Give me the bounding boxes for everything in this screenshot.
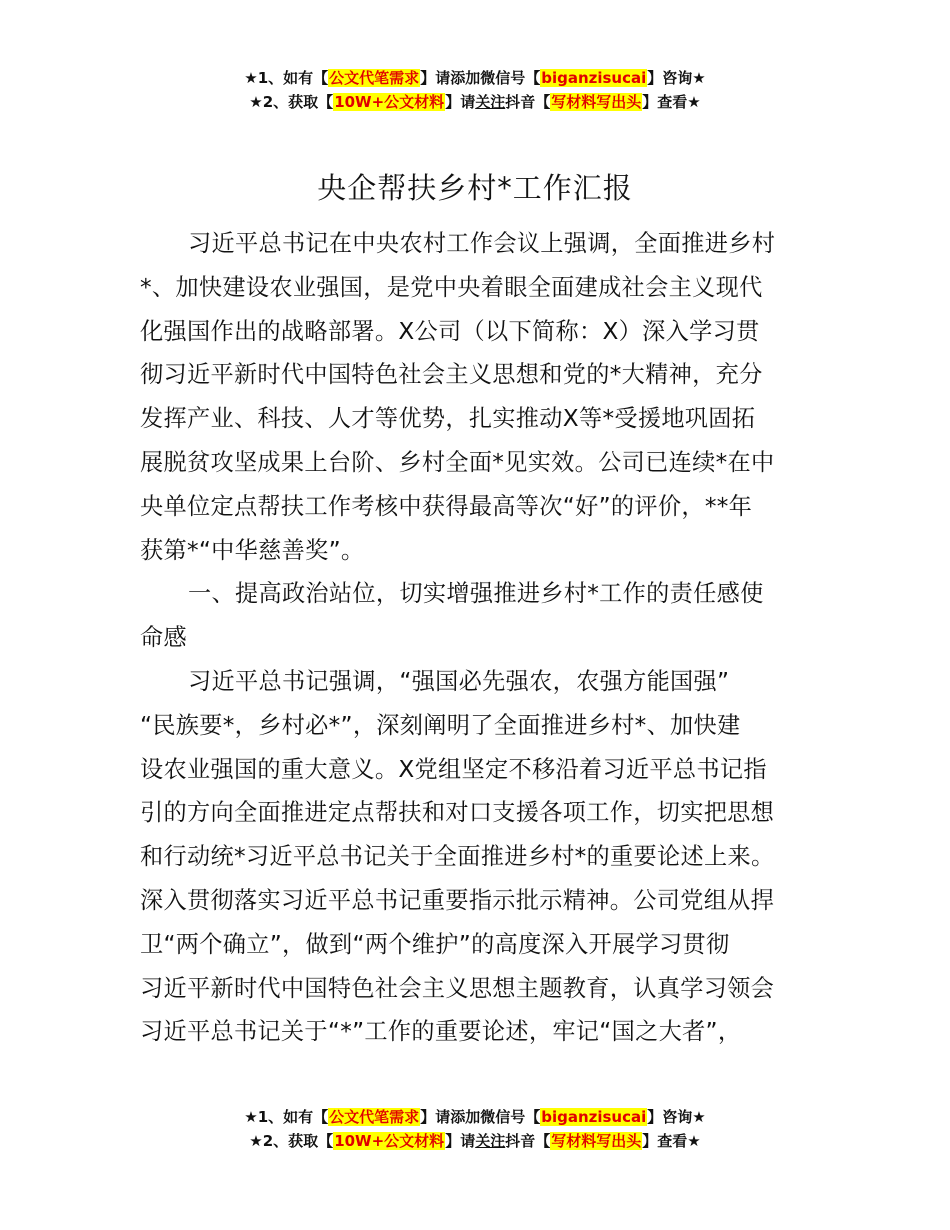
- body-line: 卫“两个确立”，做到“两个维护”的高度深入开展学习贯彻: [140, 930, 730, 958]
- body-line: 引的方向全面推进定点帮扶和对口支援各项工作，切实把思想: [140, 799, 775, 827]
- body-line: “民族要*，乡村必*”，深刻阐明了全面推进乡村*、加快建: [140, 711, 741, 739]
- banner-text: 】请添加微信号【: [420, 1108, 541, 1126]
- banner-text: 】请: [445, 93, 476, 111]
- banner-text: ★1、如有【: [244, 69, 329, 87]
- banner-line-2: [0, 1129, 950, 1153]
- paragraph-section-1: [140, 660, 820, 1054]
- banner-line-1: [0, 1105, 950, 1129]
- banner-text: 抖音【: [505, 1132, 551, 1150]
- banner-text: 】咨询★: [647, 69, 706, 87]
- banner-highlight: 写材料写出头: [551, 93, 642, 111]
- body-line: 设农业强国的重大意义。X党组坚定不移沿着习近平总书记指: [140, 755, 767, 783]
- body-line: 发挥产业、科技、人才等优势，扎实推动X等*受援地巩固拓: [140, 405, 756, 433]
- body-line: 化强国作出的战略部署。X公司（以下简称：X）深入学习贯: [140, 317, 760, 345]
- body-line: 展脱贫攻坚成果上台阶、乡村全面*见实效。公司已连续*在中: [140, 448, 775, 476]
- body-line: 深入贯彻落实习近平总书记重要指示批示精神。公司党组从捍: [140, 886, 775, 914]
- banner-text: ★1、如有【: [244, 1108, 329, 1126]
- body-line: 获第*“中华慈善奖”。: [140, 536, 365, 564]
- body-line: *、加快建设农业强国，是党中央着眼全面建成社会主义现代: [140, 273, 763, 301]
- body-line: 彻习近平新时代中国特色社会主义思想和党的*大精神，充分: [140, 361, 763, 389]
- banner-text: 】咨询★: [647, 1108, 706, 1126]
- banner-text: ★2、获取【: [249, 1132, 334, 1150]
- banner-highlight: 写材料写出头: [551, 1132, 642, 1150]
- heading-line: 命感: [140, 624, 187, 652]
- banner-text: 】请: [445, 1132, 476, 1150]
- banner-highlight: biganzisucai: [541, 1108, 647, 1126]
- banner-underline: 关注: [475, 1132, 506, 1150]
- banner-text: 】请添加微信号【: [420, 69, 541, 87]
- body-line: 习近平总书记关于“*”工作的重要论述，牢记“国之大者”，: [140, 1018, 742, 1046]
- banner-highlight: biganzisucai: [541, 69, 647, 87]
- banner-underline: 关注: [475, 93, 506, 111]
- body-line: 习近平总书记强调，“强国必先强农，农强方能国强”: [188, 667, 730, 695]
- banner-text: 】查看★: [642, 1132, 701, 1150]
- banner-highlight: 10W+公文材料: [334, 93, 445, 111]
- banner-text: 】查看★: [642, 93, 701, 111]
- body-line: 习近平新时代中国特色社会主义思想主题教育，认真学习领会: [140, 974, 775, 1002]
- banner-highlight: 10W+公文材料: [334, 1132, 445, 1150]
- heading-line: 一、提高政治站位，切实增强推进乡村*工作的责任感使: [188, 580, 764, 608]
- banner-text: 抖音【: [505, 93, 551, 111]
- header-banner: [0, 66, 950, 114]
- banner-text: ★2、获取【: [249, 93, 334, 111]
- section-heading-1: [140, 572, 820, 660]
- banner-line-2: [0, 90, 950, 114]
- body-line: 和行动统*习近平总书记关于全面推进乡村*的重要论述上来。: [140, 843, 775, 871]
- banner-line-1: [0, 66, 950, 90]
- document-title: 央企帮扶乡村*工作汇报: [317, 171, 633, 205]
- paragraph-intro: [140, 222, 820, 572]
- body-line: 央单位定点帮扶工作考核中获得最高等次“好”的评价，**年: [140, 492, 753, 520]
- banner-highlight: 公文代笔需求: [329, 1108, 420, 1126]
- banner-highlight: 公文代笔需求: [329, 69, 420, 87]
- footer-banner: [0, 1105, 950, 1153]
- document-body: [140, 222, 820, 1054]
- body-line: 习近平总书记在中央农村工作会议上强调，全面推进乡村: [188, 230, 776, 257]
